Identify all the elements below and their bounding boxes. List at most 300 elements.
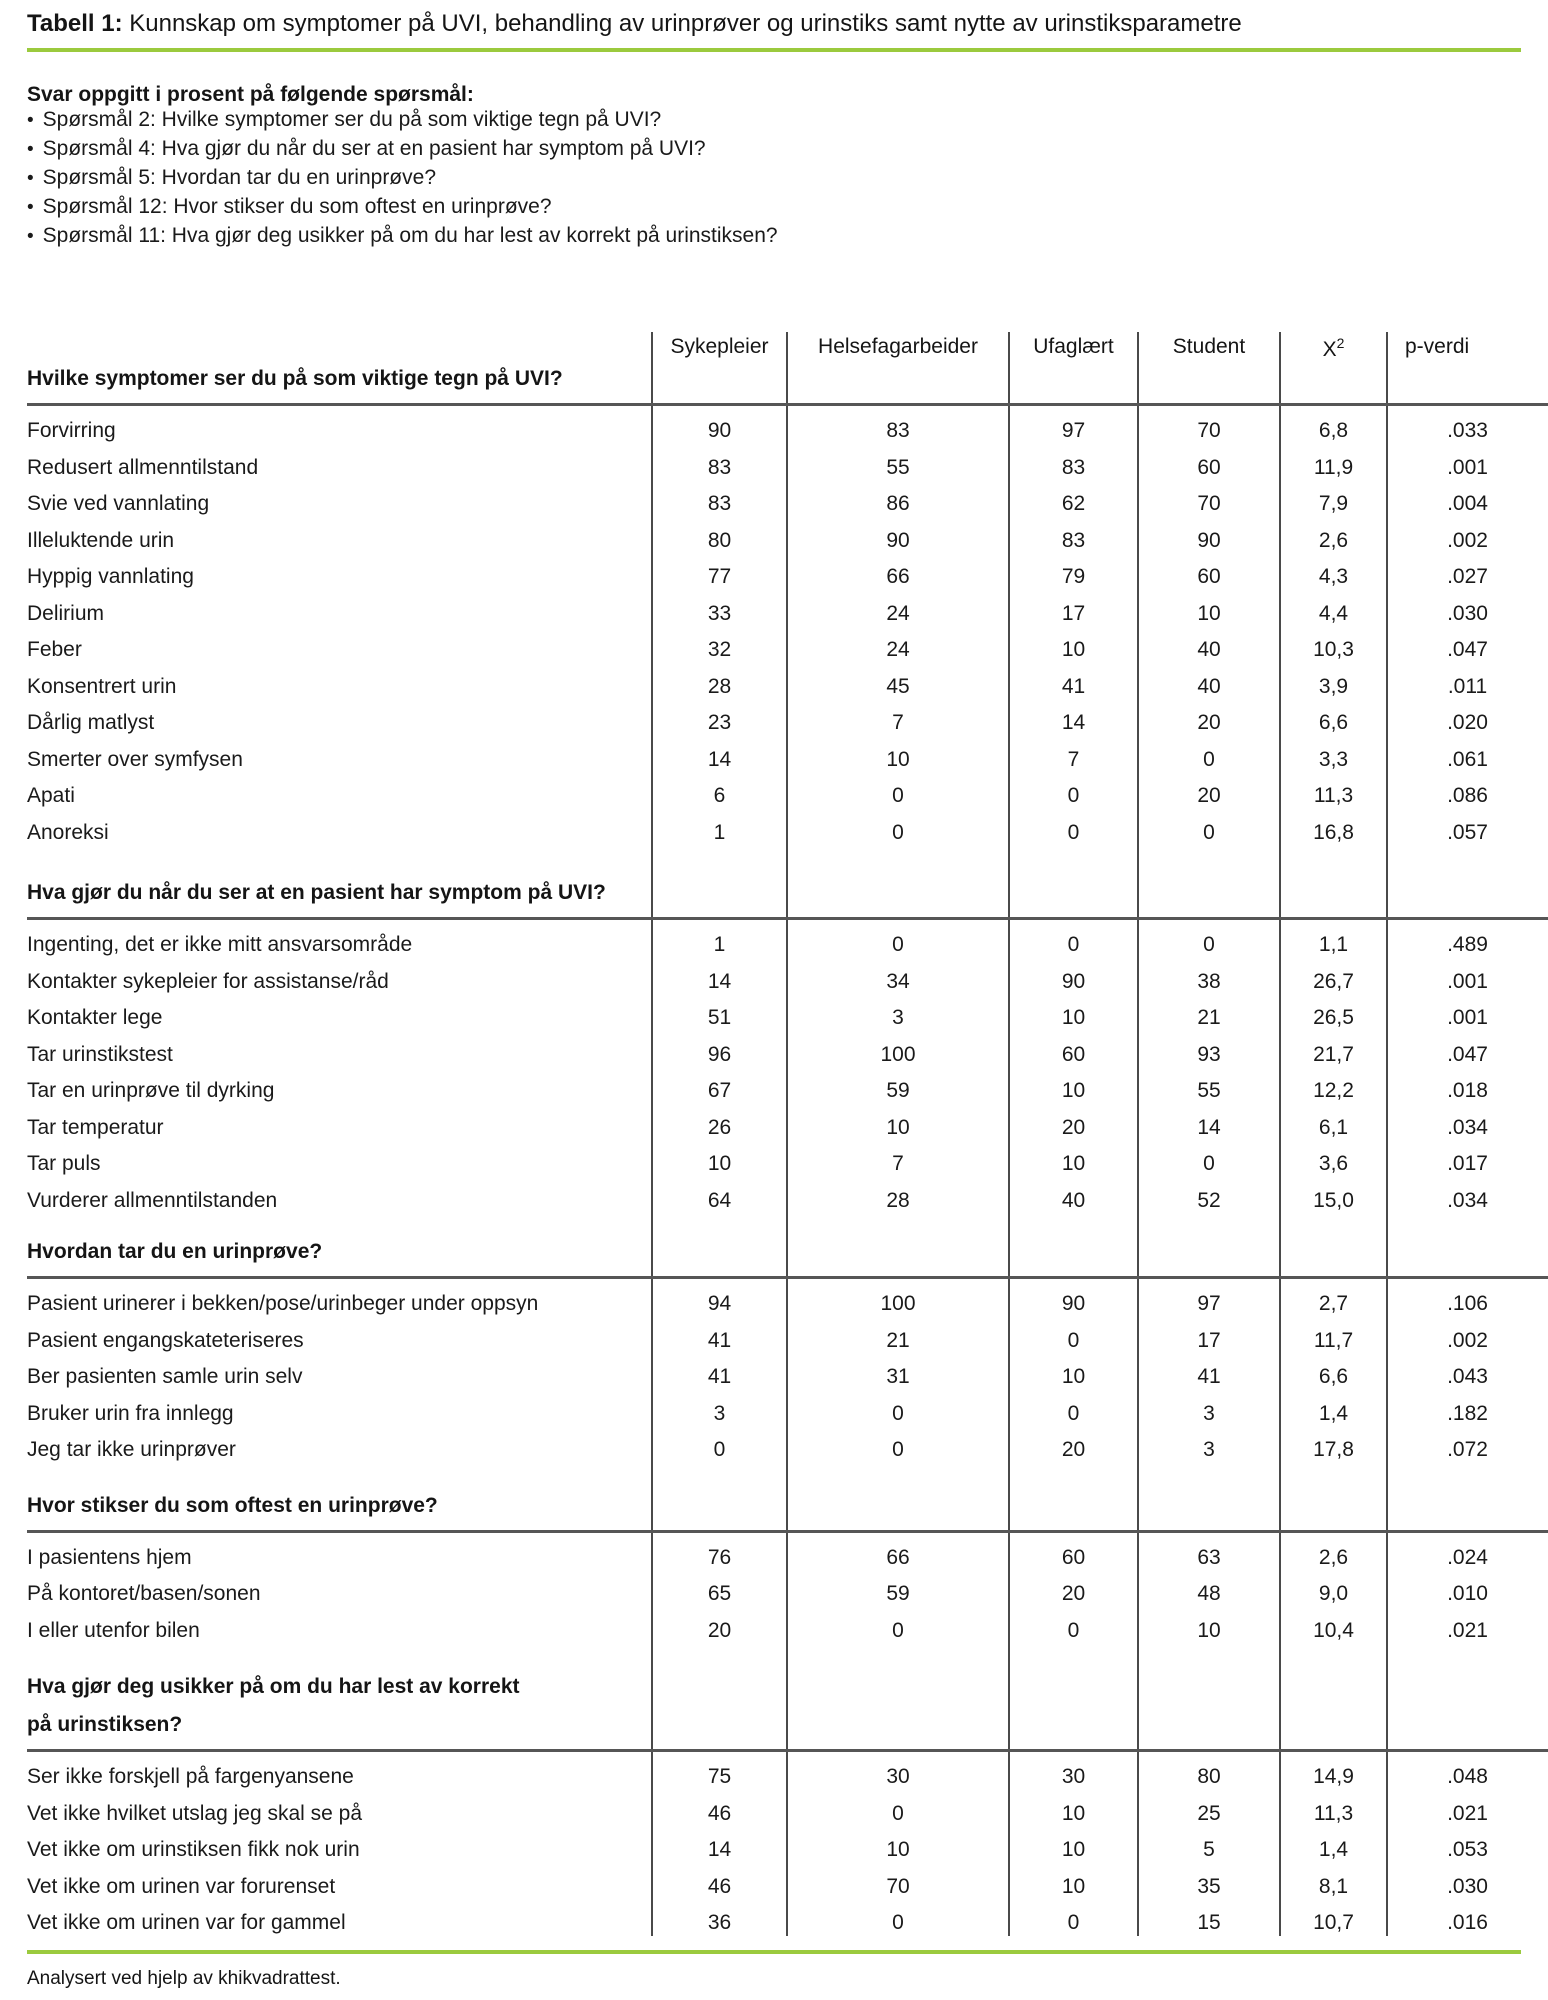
table-row [0, 1396, 1548, 1433]
cell-value: 55 [886, 455, 910, 479]
cell-value: 21 [886, 1328, 910, 1352]
cell-value: 16,8 [1313, 820, 1354, 844]
cell-value: 66 [886, 565, 910, 589]
column-header-ufaglaert: Ufaglært [1033, 335, 1114, 358]
cell-value: 0 [713, 1438, 726, 1462]
row-label: Bruker urin fra innlegg [27, 1401, 234, 1425]
row-label: Vurderer allmenntilstanden [27, 1188, 278, 1212]
section-header: Hvordan tar du en urinprøve? [0, 1219, 1548, 1279]
row-label: Ser ikke forskjell på fargenyansene [27, 1765, 354, 1789]
cell-value: .072 [1447, 1438, 1488, 1462]
cell-value: 7 [892, 1152, 904, 1176]
cell-value: 3,3 [1318, 747, 1349, 771]
row-label: Illeluktende urin [27, 528, 175, 552]
cell-value: 2,6 [1318, 1545, 1349, 1569]
table-row [0, 1432, 1548, 1469]
cell-value: 4,3 [1318, 565, 1349, 589]
cell-value: 0 [892, 1618, 904, 1642]
cell-value: 20 [1197, 711, 1221, 735]
cell-value: 35 [1197, 1874, 1221, 1898]
cell-value: 59 [886, 1079, 910, 1103]
cell-value: .002 [1447, 528, 1488, 552]
cell-value: 10 [1061, 1838, 1086, 1862]
cell-value: 40 [1197, 674, 1221, 698]
cell-value: 60 [1061, 1042, 1086, 1066]
cell-value: 20 [707, 1618, 732, 1642]
cell-value: 30 [886, 1765, 910, 1789]
cell-value: .021 [1447, 1618, 1488, 1642]
cell-value: 10 [1061, 1801, 1086, 1825]
row-label: Kontakter lege [27, 1006, 163, 1030]
cell-value: 21,7 [1313, 1042, 1354, 1066]
row-label: Ber pasienten samle urin selv [27, 1365, 303, 1389]
table-row [0, 1613, 1548, 1650]
cell-value: 30 [1061, 1765, 1086, 1789]
list-item [27, 195, 1521, 224]
row-label: I pasientens hjem [27, 1545, 192, 1569]
data-table [0, 330, 1548, 1942]
section-rows [0, 1279, 1548, 1469]
cell-value: 86 [886, 492, 910, 516]
cell-value: 6,1 [1318, 1115, 1349, 1139]
cell-value: 10 [1061, 1365, 1086, 1389]
cell-value: 7 [892, 711, 904, 735]
cell-value: 60 [1197, 565, 1221, 589]
cell-value: 0 [1203, 1152, 1215, 1176]
cell-value: 2,7 [1318, 1292, 1349, 1316]
table-row [0, 705, 1548, 742]
cell-value: 65 [707, 1582, 732, 1606]
cell-value: .489 [1447, 933, 1488, 957]
top-green-rule [27, 48, 1521, 52]
section-rows [0, 1752, 1548, 1942]
table-row [0, 1576, 1548, 1613]
column-header-helsefagarbeider: Helsefagarbeider [818, 335, 978, 358]
cell-value: 1,1 [1318, 933, 1349, 957]
cell-value: 83 [707, 492, 732, 516]
cell-value: 60 [1061, 1545, 1086, 1569]
cell-value: 96 [707, 1042, 732, 1066]
bullet-text: Spørsmål 4: Hva gjør du når du ser at en pasient har symptom på UVI? [42, 137, 706, 160]
table-row [0, 815, 1548, 852]
cell-value: 0 [892, 1401, 904, 1425]
table-row [0, 1146, 1548, 1183]
cell-value: 1,4 [1318, 1838, 1349, 1862]
bullet-text: Spørsmål 12: Hvor stikser du som oftest en urinprøve? [42, 195, 552, 218]
section-header: Hva gjør deg usikker på om du har lest av korrekt på urinstiksen? [0, 1649, 1548, 1752]
cell-value: .001 [1447, 1006, 1488, 1030]
cell-value: 10 [1061, 638, 1086, 662]
cell-value: 31 [886, 1365, 910, 1389]
cell-value: 0 [1203, 820, 1215, 844]
table-row [0, 1832, 1548, 1869]
cell-value: 41 [1061, 674, 1086, 698]
column-header-sykepleier: Sykepleier [670, 335, 769, 358]
cell-value: 62 [1061, 492, 1086, 516]
cell-value: 46 [707, 1874, 732, 1898]
cell-value: .048 [1447, 1765, 1488, 1789]
column-header-p-verdi: p-verdi [1405, 335, 1470, 358]
cell-value: 15 [1197, 1911, 1221, 1935]
row-label: Hyppig vannlating [27, 565, 194, 589]
cell-value: 10 [1197, 601, 1221, 625]
table-row [0, 1323, 1548, 1360]
cell-value: 10 [886, 1115, 910, 1139]
cell-value: 80 [1197, 1765, 1221, 1789]
cell-value: 0 [1067, 820, 1080, 844]
table-row [0, 778, 1548, 815]
cell-value: 7,9 [1318, 492, 1349, 516]
cell-value: 40 [1197, 638, 1221, 662]
cell-value: 34 [886, 969, 910, 993]
bullet-icon: • [27, 168, 34, 189]
table-row [0, 1540, 1548, 1577]
cell-value: .018 [1447, 1079, 1488, 1103]
cell-value: 17 [1197, 1328, 1221, 1352]
cell-value: 80 [707, 528, 732, 552]
bullet-text: Spørsmål 5: Hvordan tar du en urinprøve? [42, 166, 436, 189]
cell-value: 14,9 [1313, 1765, 1354, 1789]
cell-value: 3 [713, 1401, 726, 1425]
cell-value: 21 [1197, 1006, 1221, 1030]
list-item [27, 108, 1521, 137]
cell-value: .053 [1447, 1838, 1488, 1862]
table-row [0, 1037, 1548, 1074]
cell-value: 63 [1197, 1545, 1221, 1569]
cell-value: 11,7 [1313, 1328, 1354, 1352]
cell-value: 90 [1061, 1292, 1086, 1316]
cell-value: 11,3 [1313, 784, 1354, 808]
cell-value: 41 [707, 1328, 732, 1352]
cell-value: 90 [707, 419, 732, 443]
cell-value: 0 [1067, 1618, 1080, 1642]
cell-value: 83 [1061, 528, 1086, 552]
cell-value: 0 [892, 1801, 904, 1825]
cell-value: 1 [713, 820, 726, 844]
row-label: Vet ikke om urinstiksen fikk nok urin [27, 1838, 360, 1862]
section-header: Hva gjør du når du ser at en pasient har symptom på UVI? [0, 851, 1548, 920]
cell-value: 1,4 [1318, 1401, 1349, 1425]
cell-value: 20 [1061, 1438, 1086, 1462]
cell-value: 14 [1061, 711, 1086, 735]
cell-value: 10 [707, 1152, 732, 1176]
cell-value: 10,4 [1313, 1618, 1354, 1642]
cell-value: 5 [1203, 1838, 1215, 1862]
table-row [0, 559, 1548, 596]
cell-value: 26,5 [1313, 1006, 1354, 1030]
list-item [27, 166, 1521, 195]
table-title [27, 8, 1521, 40]
row-label: Ingenting, det er ikke mitt ansvarsområde [27, 933, 413, 957]
cell-value: .047 [1447, 638, 1488, 662]
cell-value: 90 [1197, 528, 1221, 552]
row-label: Delirium [27, 601, 105, 625]
cell-value: 76 [707, 1545, 732, 1569]
cell-value: 0 [892, 784, 904, 808]
cell-value: 66 [886, 1545, 910, 1569]
row-label: Jeg tar ikke urinprøver [27, 1438, 236, 1462]
table-row [0, 413, 1548, 450]
row-label: Smerter over symfysen [27, 747, 243, 771]
cell-value: 75 [707, 1765, 732, 1789]
cell-value: 6,8 [1318, 419, 1349, 443]
row-label: Redusert allmenntilstand [27, 455, 259, 479]
cell-value: .004 [1447, 492, 1488, 516]
cell-value: .027 [1447, 565, 1488, 589]
cell-value: 25 [1197, 1801, 1221, 1825]
cell-value: 55 [1197, 1079, 1221, 1103]
cell-value: 10 [1061, 1006, 1086, 1030]
cell-value: .024 [1447, 1545, 1488, 1569]
cell-value: 83 [1061, 455, 1086, 479]
row-label: Pasient urinerer i bekken/pose/urinbeger under oppsyn [27, 1292, 539, 1316]
section-rows [0, 1533, 1548, 1650]
cell-value: .021 [1447, 1801, 1488, 1825]
cell-value: 4,4 [1318, 601, 1349, 625]
bullet-icon: • [27, 139, 34, 160]
cell-value: 0 [1203, 933, 1215, 957]
cell-value: 79 [1061, 565, 1086, 589]
bottom-green-rule [27, 1950, 1521, 1954]
cell-value: 0 [892, 1438, 904, 1462]
cell-value: 1 [713, 933, 726, 957]
row-label: Tar urinstikstest [27, 1042, 173, 1066]
cell-value: 100 [880, 1292, 916, 1316]
cell-value: 33 [707, 601, 732, 625]
row-label: Apati [27, 784, 75, 808]
section-rows [0, 920, 1548, 1219]
cell-value: 59 [886, 1582, 910, 1606]
cell-value: 24 [886, 638, 910, 662]
cell-value: 10 [1061, 1874, 1086, 1898]
cell-value: .001 [1447, 969, 1488, 993]
cell-value: 24 [886, 601, 910, 625]
cell-value: .030 [1447, 601, 1488, 625]
cell-value: 14 [707, 747, 732, 771]
cell-value: .033 [1447, 419, 1488, 443]
row-label: På kontoret/basen/sonen [27, 1582, 261, 1606]
table-sections [0, 367, 1548, 1942]
cell-value: 10 [886, 747, 910, 771]
column-header-chi-square: $X^2$ [1322, 335, 1345, 361]
cell-value: 10 [1061, 1079, 1086, 1103]
cell-value: 12,2 [1313, 1079, 1354, 1103]
cell-value: 0 [1067, 1911, 1080, 1935]
cell-value: .001 [1447, 455, 1488, 479]
cell-value: 10 [1061, 1152, 1086, 1176]
cell-value: 45 [886, 674, 910, 698]
table-row [0, 632, 1548, 669]
cell-value: 6,6 [1318, 1365, 1349, 1389]
table-row [0, 1183, 1548, 1220]
cell-value: 38 [1197, 969, 1221, 993]
cell-value: 3 [1203, 1401, 1215, 1425]
cell-value: 0 [1203, 747, 1215, 771]
cell-value: .010 [1447, 1582, 1488, 1606]
cell-value: 7 [1067, 747, 1080, 771]
cell-value: 10 [886, 1838, 910, 1862]
section-rows [0, 406, 1548, 851]
cell-value: 2,6 [1318, 528, 1349, 552]
row-label: Tar en urinprøve til dyrking [27, 1079, 275, 1103]
bullet-icon: • [27, 110, 34, 131]
cell-value: .061 [1447, 747, 1488, 771]
bullet-icon: • [27, 197, 34, 218]
cell-value: 52 [1197, 1188, 1221, 1212]
table-row [0, 450, 1548, 487]
cell-value: 77 [707, 565, 732, 589]
table-number: Tabell 1: [27, 10, 123, 37]
cell-value: 48 [1197, 1582, 1221, 1606]
cell-value: 0 [892, 820, 904, 844]
cell-value: .017 [1447, 1152, 1488, 1176]
cell-value: 28 [707, 674, 732, 698]
row-label: Forvirring [27, 419, 116, 443]
cell-value: 20 [1061, 1115, 1086, 1139]
cell-value: 32 [707, 638, 732, 662]
cell-value: 97 [1197, 1292, 1221, 1316]
cell-value: 41 [707, 1365, 732, 1389]
cell-value: .182 [1447, 1401, 1488, 1425]
cell-value: 10,3 [1313, 638, 1354, 662]
table-row [0, 523, 1548, 560]
intro-heading: Svar oppgitt i prosent på følgende spørsmål: [27, 83, 474, 106]
row-label: Konsentrert urin [27, 674, 177, 698]
section-header: Hvor stikser du som oftest en urinprøve? [0, 1469, 1548, 1533]
table-row [0, 1286, 1548, 1323]
cell-value: 14 [1197, 1115, 1221, 1139]
cell-value: 90 [1061, 969, 1086, 993]
cell-value: 6,6 [1318, 711, 1349, 735]
row-label: Pasient engangskateteriseres [27, 1328, 304, 1352]
table-row [0, 1869, 1548, 1906]
cell-value: 17 [1061, 601, 1086, 625]
cell-value: 0 [892, 1911, 904, 1935]
cell-value: 8,1 [1318, 1874, 1349, 1898]
list-item [27, 224, 1521, 253]
cell-value: 100 [880, 1042, 916, 1066]
question-list [27, 108, 1521, 253]
cell-value: 9,0 [1318, 1582, 1349, 1606]
cell-value: .047 [1447, 1042, 1488, 1066]
cell-value: 94 [707, 1292, 732, 1316]
table-row [0, 596, 1548, 633]
footer-note: Analysert ved hjelp av khikvadrattest. [27, 1968, 341, 1989]
cell-value: 0 [1067, 784, 1080, 808]
row-label: Anoreksi [27, 820, 109, 844]
row-label: Kontakter sykepleier for assistanse/råd [27, 969, 389, 993]
row-label: Vet ikke hvilket utslag jeg skal se på [27, 1801, 363, 1825]
cell-value: 0 [1067, 933, 1080, 957]
cell-value: 70 [886, 1874, 910, 1898]
table-row [0, 1359, 1548, 1396]
column-header-student: Student [1172, 335, 1246, 358]
cell-value: 28 [886, 1188, 910, 1212]
table-row [0, 964, 1548, 1001]
cell-value: 93 [1197, 1042, 1221, 1066]
row-label: Tar temperatur [27, 1115, 164, 1139]
bullet-text: Spørsmål 2: Hvilke symptomer ser du på som viktige tegn på UVI? [42, 108, 662, 131]
cell-value: 11,3 [1313, 1801, 1354, 1825]
cell-value: 20 [1197, 784, 1221, 808]
bullet-icon: • [27, 226, 34, 247]
cell-value: 60 [1197, 455, 1221, 479]
row-label: Vet ikke om urinen var forurenset [27, 1874, 336, 1898]
cell-value: 26,7 [1313, 969, 1354, 993]
cell-value: 10 [1197, 1618, 1221, 1642]
table-row [0, 742, 1548, 779]
cell-value: 3,6 [1318, 1152, 1349, 1176]
cell-value: 67 [707, 1079, 732, 1103]
table-row [0, 1110, 1548, 1147]
table-row [0, 927, 1548, 964]
cell-value: 6 [713, 784, 726, 808]
cell-value: 14 [707, 969, 732, 993]
cell-value: 51 [707, 1006, 732, 1030]
cell-value: .034 [1447, 1115, 1488, 1139]
table-row [0, 1796, 1548, 1833]
table-row [0, 1759, 1548, 1796]
bullet-text: Spørsmål 11: Hva gjør deg usikker på om du har lest av korrekt på urinstiksen? [42, 224, 778, 247]
cell-value: 0 [892, 933, 904, 957]
cell-value: 3 [892, 1006, 904, 1030]
cell-value: .086 [1447, 784, 1488, 808]
cell-value: 15,0 [1313, 1188, 1354, 1212]
cell-value: 0 [1067, 1401, 1080, 1425]
cell-value: 10,7 [1313, 1911, 1354, 1935]
cell-value: 0 [1067, 1328, 1080, 1352]
cell-value: 90 [886, 528, 910, 552]
row-label: Svie ved vannlating [27, 492, 210, 516]
table-row [0, 1905, 1548, 1942]
cell-value: 20 [1061, 1582, 1086, 1606]
table-row [0, 669, 1548, 706]
cell-value: 46 [707, 1801, 732, 1825]
table-caption: Kunnskap om symptomer på UVI, behandling av urinprøver og urinstiks samt nytte av urinstiksparametre [122, 10, 1242, 37]
cell-value: .016 [1447, 1911, 1488, 1935]
list-item [27, 137, 1521, 166]
cell-value: 83 [707, 455, 732, 479]
cell-value: .034 [1447, 1188, 1488, 1212]
cell-value: .043 [1447, 1365, 1488, 1389]
row-label: I eller utenfor bilen [27, 1618, 200, 1642]
cell-value: 70 [1197, 492, 1221, 516]
section-header: Hvilke symptomer ser du på som viktige tegn på UVI? [0, 370, 1548, 406]
cell-value: 40 [1061, 1188, 1086, 1212]
cell-value: 11,9 [1313, 455, 1354, 479]
cell-value: .106 [1447, 1292, 1488, 1316]
cell-value: 26 [707, 1115, 732, 1139]
cell-value: 64 [707, 1188, 732, 1212]
cell-value: .002 [1447, 1328, 1488, 1352]
cell-value: 41 [1197, 1365, 1221, 1389]
row-label: Feber [27, 638, 82, 662]
cell-value: 23 [707, 711, 732, 735]
cell-value: 3,9 [1318, 674, 1349, 698]
cell-value: 70 [1197, 419, 1221, 443]
cell-value: 17,8 [1313, 1438, 1354, 1462]
cell-value: 36 [707, 1911, 732, 1935]
row-label: Tar puls [27, 1152, 101, 1176]
cell-value: 97 [1061, 419, 1086, 443]
cell-value: .057 [1447, 820, 1488, 844]
row-label: Vet ikke om urinen var for gammel [27, 1911, 346, 1935]
cell-value: 14 [707, 1838, 732, 1862]
cell-value: 3 [1203, 1438, 1215, 1462]
cell-value: .011 [1447, 674, 1488, 698]
cell-value: .030 [1447, 1874, 1488, 1898]
table-row [0, 1000, 1548, 1037]
